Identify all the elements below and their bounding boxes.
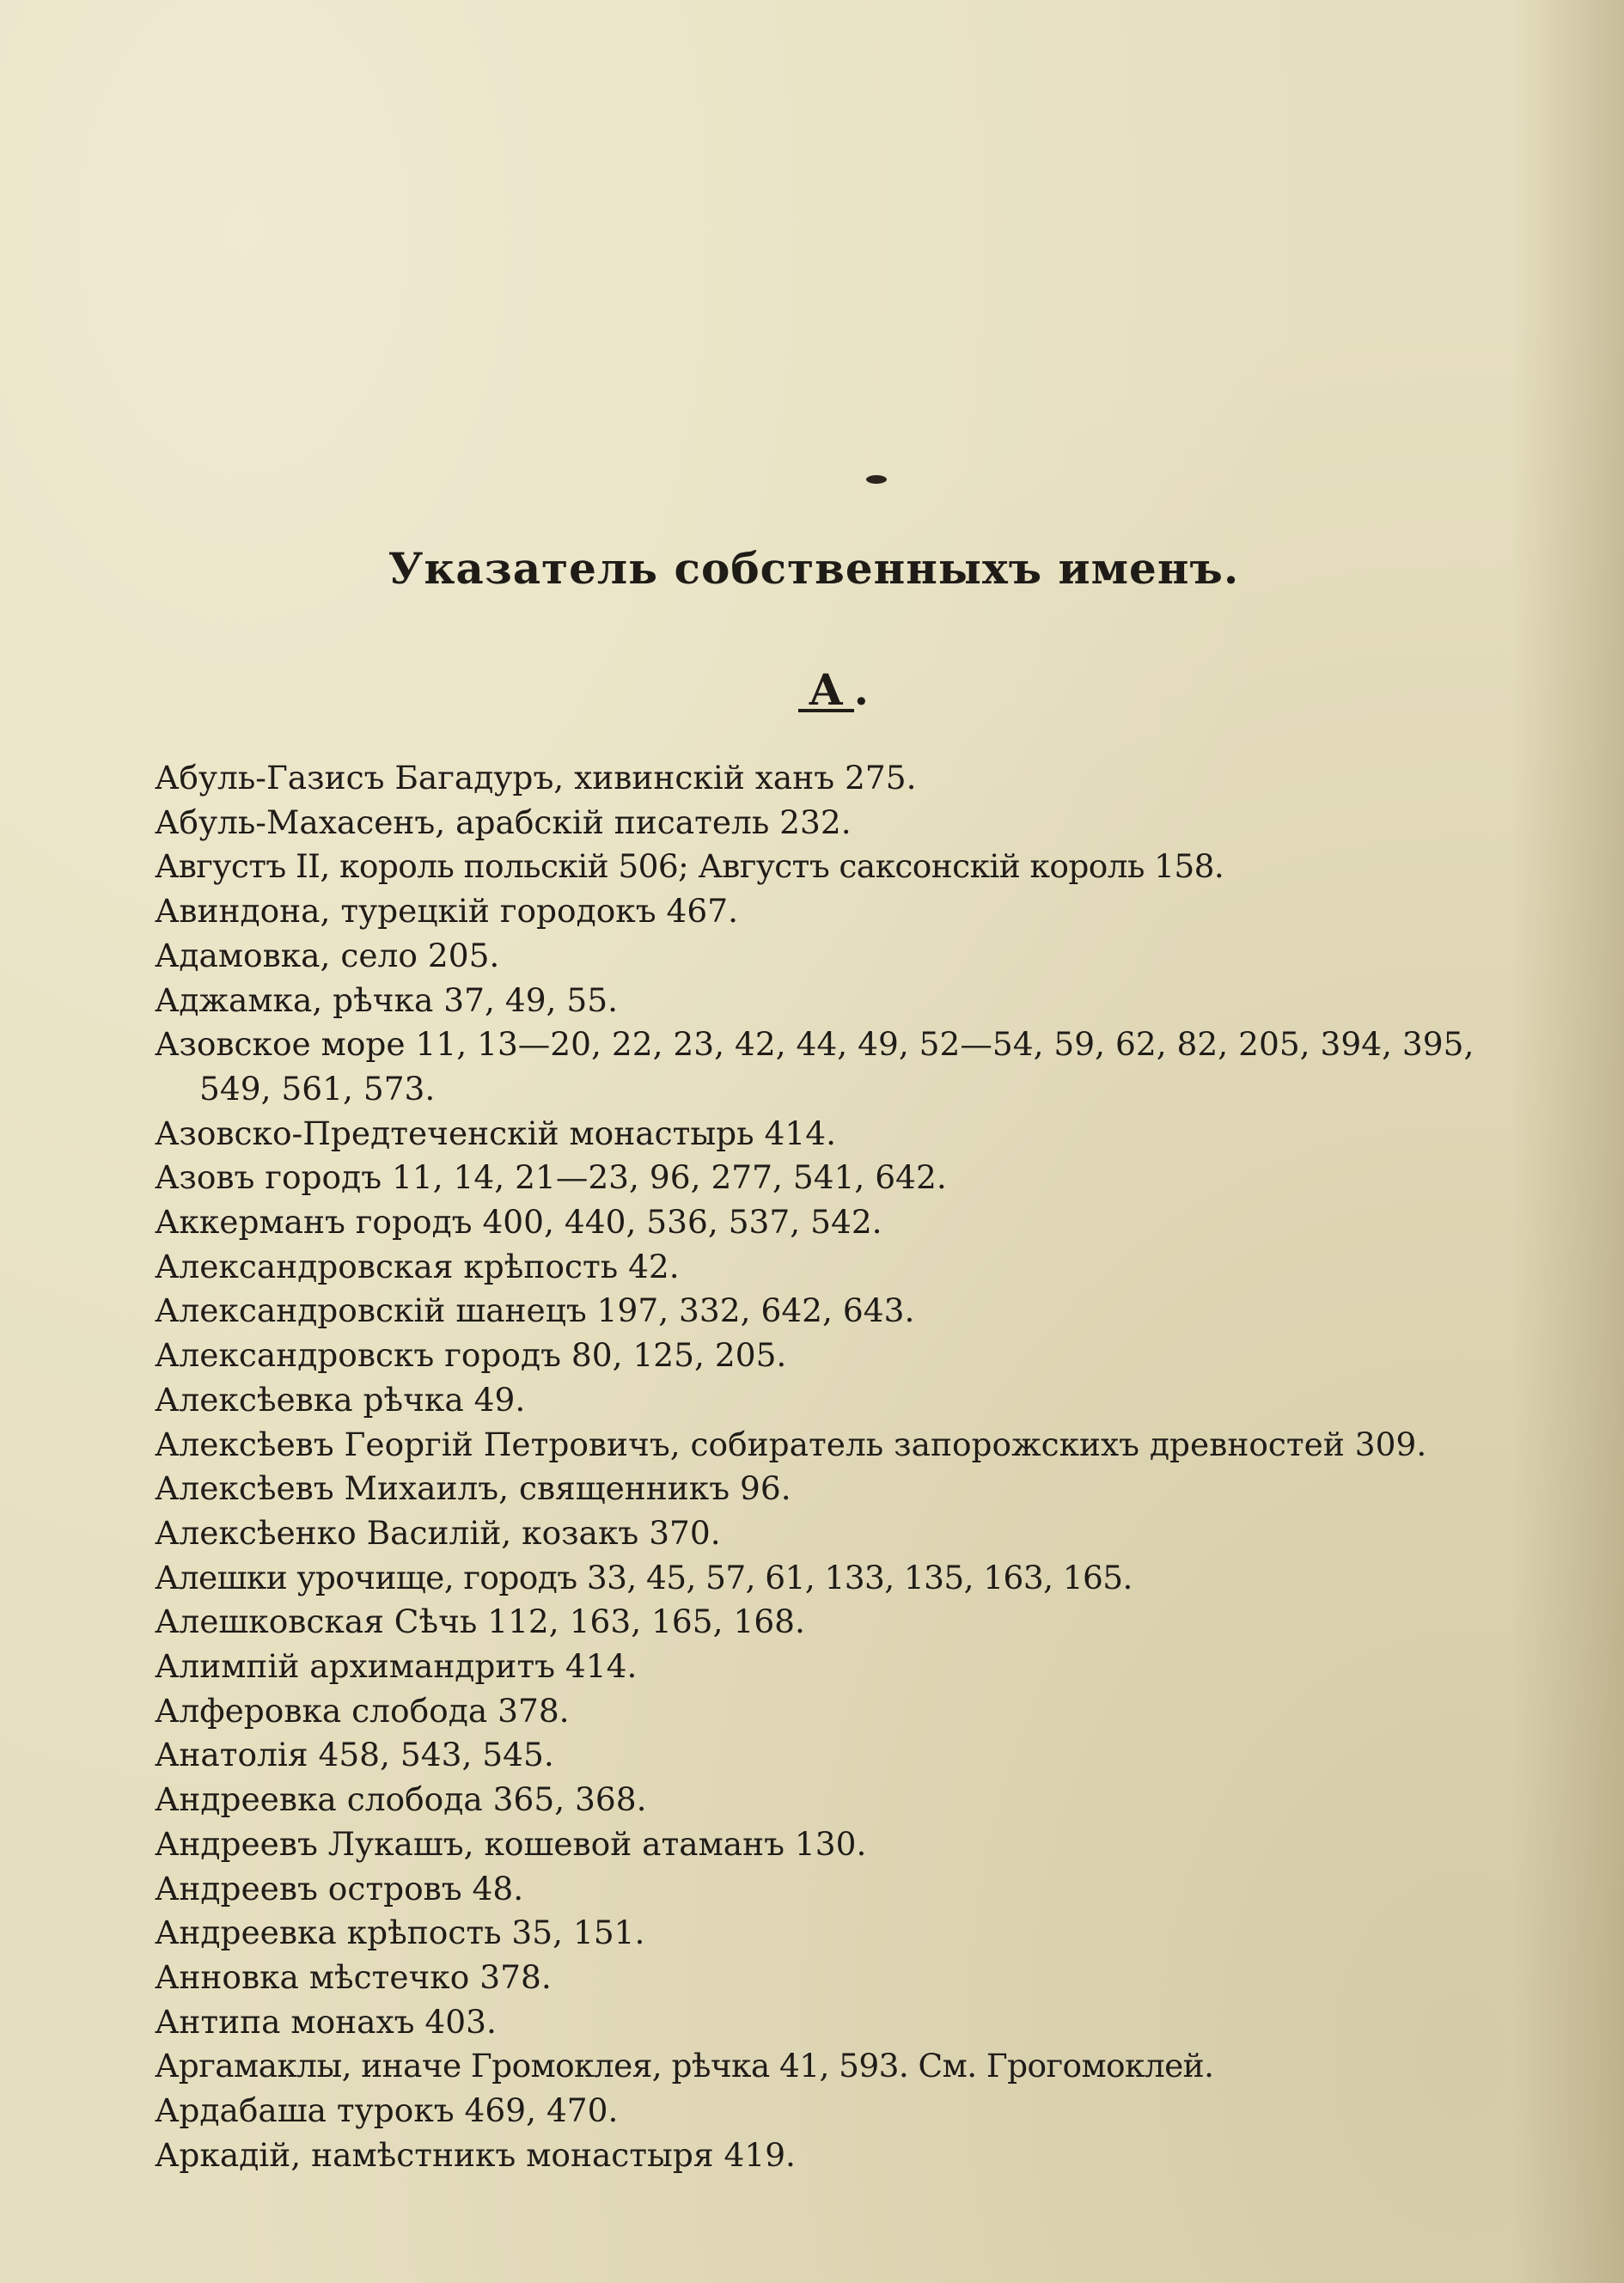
index-entry: Алексѣенко Василій, козакъ 370. — [155, 1513, 721, 1552]
index-entry: Александровскій шанецъ 197, 332, 642, 643. — [155, 1291, 915, 1330]
index-entry: Александровскъ городъ 80, 125, 205. — [155, 1336, 787, 1375]
index-entry: Алешковская Сѣчь 112, 163, 165, 168. — [155, 1602, 805, 1641]
index-entry: Аркадій, намѣстникъ монастыря 419. — [155, 2135, 796, 2174]
index-entry: Ардабаша турокъ 469, 470. — [155, 2091, 619, 2130]
index-entry: Азовское море 11, 13—20, 22, 23, 42, 44, 49, 52—54, 59, 62, 82, 205, 394, 395, 549, 561, 573. — [155, 1025, 1474, 1108]
index-entry: Аккерманъ городъ 400, 440, 536, 537, 542. — [155, 1203, 882, 1242]
section-heading — [0, 664, 1624, 716]
index-entry: Александровская крѣпость 42. — [155, 1247, 680, 1285]
index-entry: Аджамка, рѣчка 37, 49, 55. — [155, 980, 619, 1019]
index-entry: Абуль-Махасенъ, арабскій писатель 232. — [155, 803, 852, 841]
index-entry: Алексѣевъ Георгій Петровичъ, собиратель запорожскихъ древностей 309. — [155, 1425, 1427, 1463]
index-entry: Анновка мѣстечко 378. — [155, 1957, 552, 1996]
index-entry: Азовско-Предтеченскій монастырь 414. — [155, 1114, 837, 1152]
index-entry: Августъ II, король польскій 506; Августъ саксонскій король 158. — [155, 847, 1224, 886]
section-letter: А — [798, 671, 854, 712]
index-entry: Азовъ городъ 11, 14, 21—23, 96, 277, 541, 642. — [155, 1158, 947, 1197]
index-entry: Алексѣевка рѣчка 49. — [155, 1380, 526, 1419]
index-entry: Алешки урочище, городъ 33, 45, 57, 61, 133, 135, 163, 165. — [155, 1558, 1133, 1596]
page-title: Указатель собственныхъ именъ. — [388, 543, 1240, 594]
index-entry: Антипа монахъ 403. — [155, 2002, 497, 2041]
index-entry: Алимпій архимандритъ 414. — [155, 1647, 638, 1686]
index-entry: Авиндона, турецкій городокъ 467. — [155, 892, 739, 931]
index-entry: Анатолія 458, 543, 545. — [155, 1736, 554, 1774]
name-index-list — [155, 756, 1482, 2178]
section-letter-suffix: . — [853, 664, 870, 715]
index-entry: Андреевъ Лукашъ, кошевой атаманъ 130. — [155, 1824, 867, 1863]
index-entry: Андреевка слобода 365, 368. — [155, 1780, 647, 1819]
index-entry: Абуль-Газисъ Багадуръ, хивинскій ханъ 275. — [155, 759, 917, 797]
index-entry: Алексѣевъ Михаилъ, священникъ 96. — [155, 1469, 791, 1508]
index-entry: Адамовка, село 205. — [155, 936, 500, 974]
index-entry: Андреевъ островъ 48. — [155, 1869, 524, 1908]
index-entry: Андреевка крѣпость 35, 151. — [155, 1914, 645, 1952]
ink-speck — [866, 475, 887, 484]
index-entry: Алферовка слобода 378. — [155, 1691, 570, 1730]
index-entry: Аргамаклы, иначе Громоклея, рѣчка 41, 593. См. Грогомоклей. — [155, 2047, 1214, 2085]
